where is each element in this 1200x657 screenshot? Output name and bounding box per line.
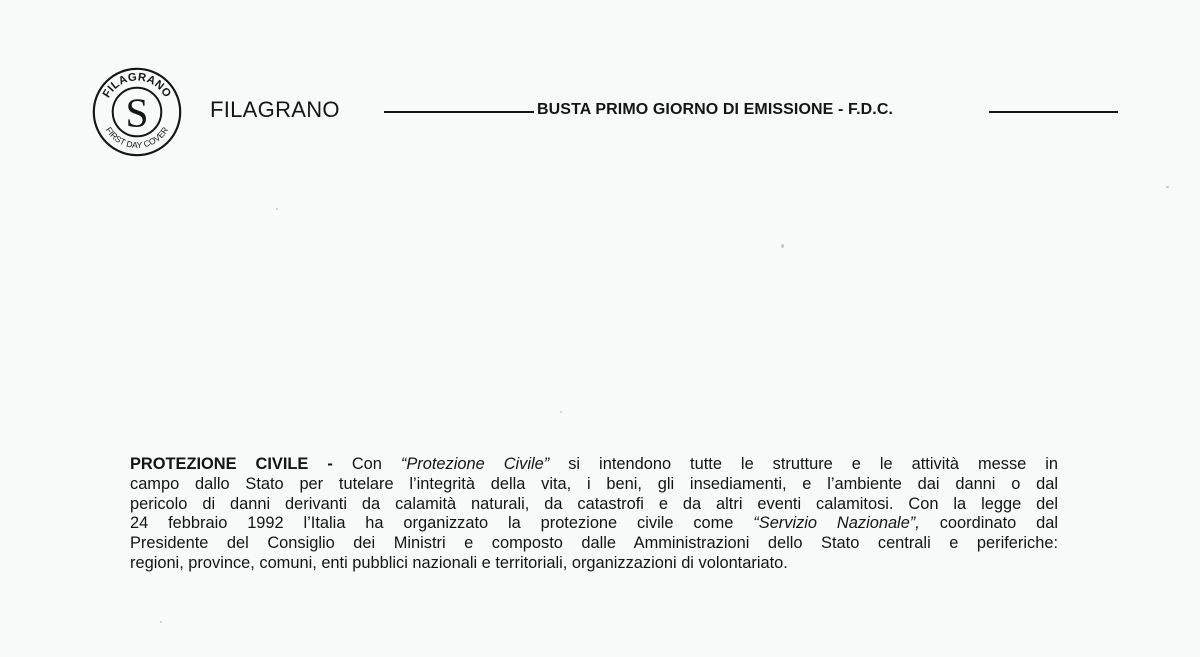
header-rule-left: [384, 111, 534, 113]
seal-center-letter: S: [125, 89, 149, 136]
quoted-term: “Servizio Nazionale”,: [753, 514, 920, 533]
seal-ring-text-top: FILAGRANO: [100, 71, 174, 100]
paper-speck: [781, 244, 784, 248]
first-day-cover-title: BUSTA PRIMO GIORNO DI EMISSIONE - F.D.C.: [537, 101, 894, 118]
paper-speck: [160, 621, 162, 623]
cover-header: [0, 94, 1200, 128]
paper-speck: [560, 411, 562, 413]
quoted-term: “Protezione Civile”: [400, 455, 550, 473]
description-lead: PROTEZIONE CIVILE -: [130, 455, 333, 473]
description-line: PROTEZIONE CIVILE - Con “Protezione Civile” si intendono tutte le strutture e le attività messe in: [130, 455, 1059, 473]
header-rule-right: [989, 111, 1118, 113]
brand-name: FILAGRANO: [210, 97, 340, 122]
seal-ring-text-bottom: FIRST DAY COVER: [103, 125, 171, 151]
description-line: 24 febbraio 1992 l’Italia ha organizzato la protezione civile come “Servizio Nazionale”, coordinato dal: [130, 514, 1058, 533]
description-line: pericolo di danni derivanti da calamità naturali, da catastrofi e da altri eventi calamitosi. Con la legge del: [130, 494, 1058, 513]
description-line: Presidente del Consiglio dei Ministri e composto dalle Amministrazioni dello Stato centrali e periferiche:: [130, 534, 1058, 553]
description-line: regioni, province, comuni, enti pubblici nazionali e territoriali, organizzazioni di volontariato.: [130, 553, 788, 572]
description-line: campo dallo Stato per tutelare l’integrità della vita, i beni, gli insediamenti, e l’ambiente dai danni o dal: [130, 474, 1058, 493]
paper-speck: [1166, 186, 1169, 188]
paper-speck: [276, 208, 278, 210]
protezione-civile-description: [130, 455, 1058, 574]
